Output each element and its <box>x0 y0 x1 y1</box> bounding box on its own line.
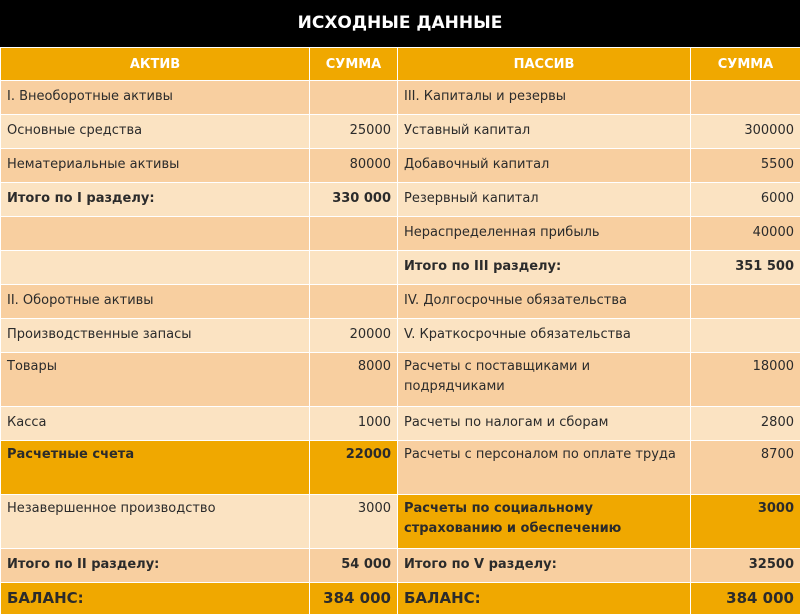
asset-subtotal-cell: Итого по I разделу: <box>1 183 310 217</box>
table-row <box>1 319 800 353</box>
asset-cell: Касса <box>1 407 310 441</box>
table-row <box>1 441 800 495</box>
table-header-row <box>1 48 800 81</box>
liability-subtotal-cell: Итого по V разделу: <box>398 549 691 583</box>
table-row <box>1 407 800 441</box>
asset-amount-cell <box>310 217 398 251</box>
liability-amount-cell <box>691 81 800 115</box>
liability-amount-cell <box>691 285 800 319</box>
balance-table <box>0 47 800 615</box>
table-row <box>1 285 800 319</box>
header-liability-sum: СУММА <box>691 48 800 81</box>
liability-amount-cell: 2800 <box>691 407 800 441</box>
asset-cell: Товары <box>1 353 310 407</box>
liability-cell: IV. Долгосрочные обязательства <box>398 285 691 319</box>
asset-cell: Основные средства <box>1 115 310 149</box>
asset-cell: Производственные запасы <box>1 319 310 353</box>
asset-amount-cell: 20000 <box>310 319 398 353</box>
asset-amount-cell: 25000 <box>310 115 398 149</box>
asset-cell: Нематериальные активы <box>1 149 310 183</box>
liability-subtotal-amount: 32500 <box>691 549 800 583</box>
table-row <box>1 217 800 251</box>
table-row <box>1 81 800 115</box>
asset-cell <box>1 217 310 251</box>
table-row <box>1 183 800 217</box>
asset-cell: II. Оборотные активы <box>1 285 310 319</box>
liability-balance-amount: 384 000 <box>691 583 800 615</box>
balance-row <box>1 583 800 615</box>
liability-amount-cell: 5500 <box>691 149 800 183</box>
liability-cell: Резервный капитал <box>398 183 691 217</box>
header-liability: ПАССИВ <box>398 48 691 81</box>
asset-subtotal-cell: Итого по II разделу: <box>1 549 310 583</box>
asset-subtotal-amount: 54 000 <box>310 549 398 583</box>
asset-amount-cell: 80000 <box>310 149 398 183</box>
header-asset-sum: СУММА <box>310 48 398 81</box>
liability-cell: Расчеты по налогам и сборам <box>398 407 691 441</box>
liability-cell: Расчеты с персоналом по оплате труда <box>398 441 691 495</box>
asset-amount-cell <box>310 285 398 319</box>
liability-subtotal-cell: Итого по III разделу: <box>398 251 691 285</box>
liability-cell-highlighted: Расчеты по социальному страхованию и обеспечению <box>398 495 691 549</box>
liability-cell: III. Капиталы и резервы <box>398 81 691 115</box>
asset-amount-cell: 8000 <box>310 353 398 407</box>
asset-amount-cell <box>310 251 398 285</box>
table-row <box>1 115 800 149</box>
liability-cell: Добавочный капитал <box>398 149 691 183</box>
liability-cell: Расчеты с поставщиками и подрядчиками <box>398 353 691 407</box>
liability-cell: V. Краткосрочные обязательства <box>398 319 691 353</box>
liability-amount-highlighted: 3000 <box>691 495 800 549</box>
table-row <box>1 495 800 549</box>
asset-cell-highlighted: Расчетные счета <box>1 441 310 495</box>
asset-subtotal-amount: 330 000 <box>310 183 398 217</box>
liability-amount-cell: 300000 <box>691 115 800 149</box>
asset-amount-cell: 3000 <box>310 495 398 549</box>
asset-balance-label: БАЛАНС: <box>1 583 310 615</box>
asset-cell: I. Внеоборотные активы <box>1 81 310 115</box>
liability-amount-cell: 40000 <box>691 217 800 251</box>
asset-cell <box>1 251 310 285</box>
table-row <box>1 353 800 407</box>
liability-amount-cell: 18000 <box>691 353 800 407</box>
table-row <box>1 149 800 183</box>
liability-cell: Нераспределенная прибыль <box>398 217 691 251</box>
liability-balance-label: БАЛАНС: <box>398 583 691 615</box>
liability-amount-cell: 8700 <box>691 441 800 495</box>
header-asset: АКТИВ <box>1 48 310 81</box>
asset-balance-amount: 384 000 <box>310 583 398 615</box>
asset-amount-cell: 1000 <box>310 407 398 441</box>
page-title: ИСХОДНЫЕ ДАННЫЕ <box>0 0 800 47</box>
table-row <box>1 251 800 285</box>
asset-amount-cell <box>310 81 398 115</box>
liability-subtotal-amount: 351 500 <box>691 251 800 285</box>
table-row <box>1 549 800 583</box>
asset-amount-highlighted: 22000 <box>310 441 398 495</box>
liability-amount-cell <box>691 319 800 353</box>
liability-amount-cell: 6000 <box>691 183 800 217</box>
asset-cell: Незавершенное производство <box>1 495 310 549</box>
liability-cell: Уставный капитал <box>398 115 691 149</box>
